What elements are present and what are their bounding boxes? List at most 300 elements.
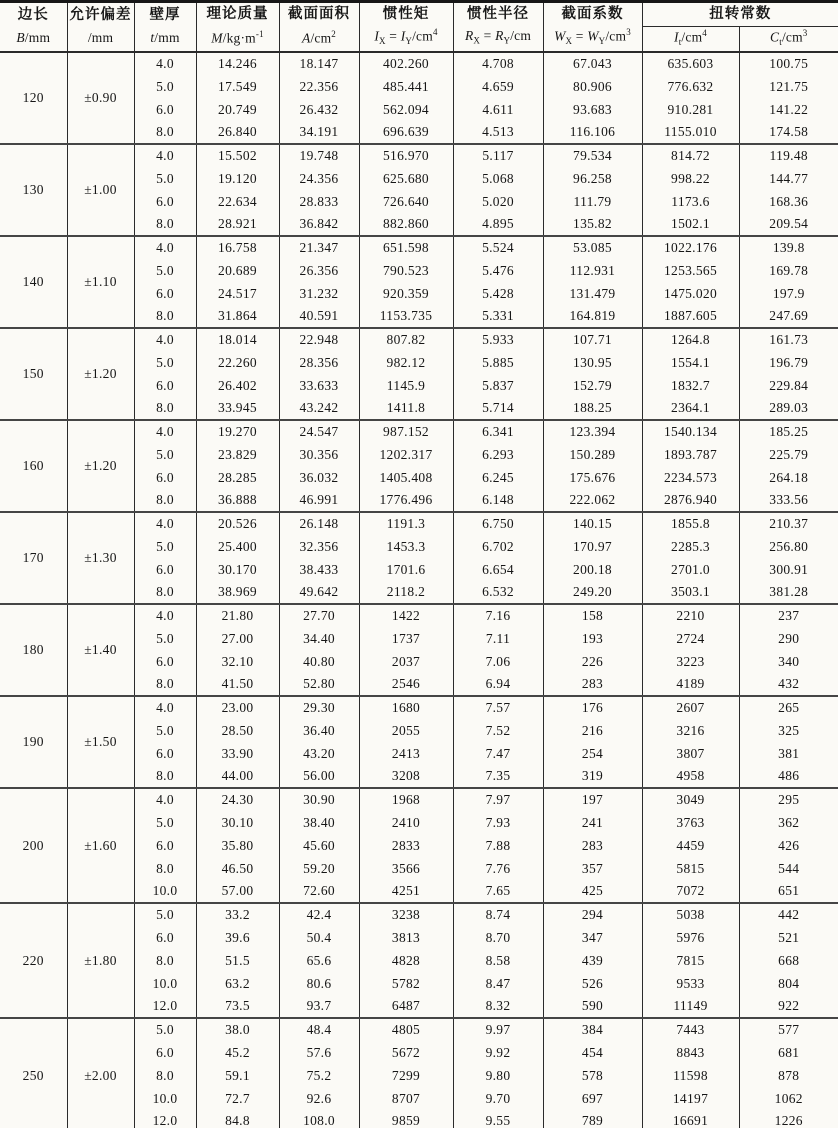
header-moment-of-inertia bbox=[359, 2, 453, 53]
cell-torsion-inertia: 1502.1 bbox=[642, 213, 739, 236]
cell-mass: 33.945 bbox=[196, 397, 279, 420]
cell-moment-of-inertia: 2413 bbox=[359, 742, 453, 765]
cell-thickness: 10.0 bbox=[134, 972, 196, 995]
cell-torsion-constant: 340 bbox=[739, 650, 838, 673]
cell-area: 34.191 bbox=[279, 121, 359, 144]
table-row bbox=[0, 512, 838, 535]
cell-section-modulus: 131.479 bbox=[543, 282, 642, 305]
cell-mass: 24.517 bbox=[196, 282, 279, 305]
cell-torsion-constant: 225.79 bbox=[739, 443, 838, 466]
cell-moment-of-inertia: 402.260 bbox=[359, 52, 453, 75]
cell-mass: 39.6 bbox=[196, 926, 279, 949]
cell-section-modulus: 454 bbox=[543, 1041, 642, 1064]
cell-section-modulus: 254 bbox=[543, 742, 642, 765]
cell-torsion-inertia: 1887.605 bbox=[642, 305, 739, 328]
cell-thickness: 6.0 bbox=[134, 374, 196, 397]
cell-section-modulus: 357 bbox=[543, 857, 642, 880]
cell-side-length: 180 bbox=[0, 604, 67, 696]
cell-section-modulus: 176 bbox=[543, 696, 642, 719]
header-torsion-constants-label: 扭转常数 bbox=[709, 5, 772, 22]
cell-radius-of-gyration: 7.52 bbox=[453, 719, 543, 742]
header-torsion-constant bbox=[739, 27, 838, 53]
cell-torsion-inertia: 910.281 bbox=[642, 98, 739, 121]
cell-area: 18.147 bbox=[279, 52, 359, 75]
cell-mass: 46.50 bbox=[196, 857, 279, 880]
cell-moment-of-inertia: 790.523 bbox=[359, 259, 453, 282]
cell-moment-of-inertia: 4251 bbox=[359, 880, 453, 903]
cell-radius-of-gyration: 7.65 bbox=[453, 880, 543, 903]
header-moment-of-inertia-label: 惯性矩 bbox=[382, 5, 430, 22]
cell-thickness: 8.0 bbox=[134, 397, 196, 420]
cell-section-modulus: 79.534 bbox=[543, 144, 642, 167]
cell-area: 22.948 bbox=[279, 328, 359, 351]
cell-torsion-constant: 1062 bbox=[739, 1087, 838, 1110]
cell-side-length: 250 bbox=[0, 1018, 67, 1128]
cell-moment-of-inertia: 1776.496 bbox=[359, 489, 453, 512]
cell-moment-of-inertia: 7299 bbox=[359, 1064, 453, 1087]
cell-section-modulus: 578 bbox=[543, 1064, 642, 1087]
cell-tolerance: ±1.20 bbox=[67, 420, 134, 512]
cell-tolerance: ±1.80 bbox=[67, 903, 134, 1018]
cell-radius-of-gyration: 6.702 bbox=[453, 535, 543, 558]
cell-moment-of-inertia: 5782 bbox=[359, 972, 453, 995]
cell-section-modulus: 93.683 bbox=[543, 98, 642, 121]
cell-section-modulus: 164.819 bbox=[543, 305, 642, 328]
cell-section-modulus: 249.20 bbox=[543, 581, 642, 604]
table-row bbox=[0, 788, 838, 811]
cell-section-modulus: 107.71 bbox=[543, 328, 642, 351]
cell-torsion-constant: 247.69 bbox=[739, 305, 838, 328]
cell-radius-of-gyration: 9.55 bbox=[453, 1110, 543, 1128]
cell-thickness: 4.0 bbox=[134, 604, 196, 627]
table-body bbox=[0, 52, 838, 1128]
cell-mass: 57.00 bbox=[196, 880, 279, 903]
cell-mass: 26.840 bbox=[196, 121, 279, 144]
cell-thickness: 5.0 bbox=[134, 167, 196, 190]
cell-thickness: 5.0 bbox=[134, 259, 196, 282]
cell-moment-of-inertia: 1422 bbox=[359, 604, 453, 627]
cell-side-length: 220 bbox=[0, 903, 67, 1018]
cell-thickness: 8.0 bbox=[134, 121, 196, 144]
cell-area: 52.80 bbox=[279, 673, 359, 696]
cell-radius-of-gyration: 5.068 bbox=[453, 167, 543, 190]
cell-mass: 18.014 bbox=[196, 328, 279, 351]
cell-mass: 73.5 bbox=[196, 995, 279, 1018]
cell-mass: 30.170 bbox=[196, 558, 279, 581]
cell-mass: 25.400 bbox=[196, 535, 279, 558]
cell-torsion-inertia: 1475.020 bbox=[642, 282, 739, 305]
cell-side-length: 160 bbox=[0, 420, 67, 512]
cell-torsion-inertia: 9533 bbox=[642, 972, 739, 995]
cell-torsion-inertia: 1155.010 bbox=[642, 121, 739, 144]
header-torsion-inertia-unit: $I_t/cm^4$ bbox=[674, 28, 707, 48]
cell-side-length: 200 bbox=[0, 788, 67, 903]
cell-thickness: 10.0 bbox=[134, 880, 196, 903]
cell-torsion-constant: 210.37 bbox=[739, 512, 838, 535]
header-theoretical-mass-label: 理论质量 bbox=[206, 6, 269, 23]
table-row bbox=[0, 144, 838, 167]
cell-moment-of-inertia: 807.82 bbox=[359, 328, 453, 351]
cell-moment-of-inertia: 3566 bbox=[359, 857, 453, 880]
cell-mass: 21.80 bbox=[196, 604, 279, 627]
cell-torsion-inertia: 2876.940 bbox=[642, 489, 739, 512]
cell-moment-of-inertia: 2546 bbox=[359, 673, 453, 696]
cell-torsion-constant: 333.56 bbox=[739, 489, 838, 512]
cell-radius-of-gyration: 6.341 bbox=[453, 420, 543, 443]
cell-area: 27.70 bbox=[279, 604, 359, 627]
cell-area: 38.433 bbox=[279, 558, 359, 581]
cell-mass: 28.921 bbox=[196, 213, 279, 236]
cell-side-length: 140 bbox=[0, 236, 67, 328]
cell-torsion-inertia: 1554.1 bbox=[642, 351, 739, 374]
cell-torsion-constant: 668 bbox=[739, 949, 838, 972]
cell-section-modulus: 216 bbox=[543, 719, 642, 742]
cell-mass: 19.270 bbox=[196, 420, 279, 443]
cell-moment-of-inertia: 8707 bbox=[359, 1087, 453, 1110]
cell-area: 72.60 bbox=[279, 880, 359, 903]
cell-section-modulus: 158 bbox=[543, 604, 642, 627]
cell-torsion-inertia: 1540.134 bbox=[642, 420, 739, 443]
header-row-1 bbox=[0, 2, 838, 27]
cell-moment-of-inertia: 5672 bbox=[359, 1041, 453, 1064]
cell-torsion-inertia: 998.22 bbox=[642, 167, 739, 190]
cell-tolerance: ±1.60 bbox=[67, 788, 134, 903]
cell-thickness: 10.0 bbox=[134, 1087, 196, 1110]
table-row bbox=[0, 903, 838, 926]
cell-section-modulus: 116.106 bbox=[543, 121, 642, 144]
cell-area: 22.356 bbox=[279, 75, 359, 98]
cell-mass: 32.10 bbox=[196, 650, 279, 673]
cell-torsion-constant: 119.48 bbox=[739, 144, 838, 167]
cell-moment-of-inertia: 2410 bbox=[359, 811, 453, 834]
cell-torsion-inertia: 4958 bbox=[642, 765, 739, 788]
cell-thickness: 5.0 bbox=[134, 535, 196, 558]
cell-radius-of-gyration: 6.750 bbox=[453, 512, 543, 535]
cell-area: 65.6 bbox=[279, 949, 359, 972]
cell-side-length: 190 bbox=[0, 696, 67, 788]
cell-radius-of-gyration: 8.47 bbox=[453, 972, 543, 995]
cell-mass: 17.549 bbox=[196, 75, 279, 98]
cell-mass: 31.864 bbox=[196, 305, 279, 328]
cell-mass: 19.120 bbox=[196, 167, 279, 190]
cell-torsion-constant: 100.75 bbox=[739, 52, 838, 75]
cell-thickness: 8.0 bbox=[134, 673, 196, 696]
cell-area: 75.2 bbox=[279, 1064, 359, 1087]
cell-thickness: 6.0 bbox=[134, 926, 196, 949]
cell-area: 45.60 bbox=[279, 834, 359, 857]
cell-torsion-inertia: 7815 bbox=[642, 949, 739, 972]
cell-radius-of-gyration: 9.92 bbox=[453, 1041, 543, 1064]
cell-thickness: 8.0 bbox=[134, 1064, 196, 1087]
cell-moment-of-inertia: 1411.8 bbox=[359, 397, 453, 420]
cell-mass: 20.526 bbox=[196, 512, 279, 535]
cell-torsion-inertia: 11149 bbox=[642, 995, 739, 1018]
cell-thickness: 4.0 bbox=[134, 420, 196, 443]
cell-tolerance: ±1.30 bbox=[67, 512, 134, 604]
cell-tolerance: ±0.90 bbox=[67, 52, 134, 144]
header-section-area-label: 截面面积 bbox=[288, 6, 350, 23]
cell-thickness: 6.0 bbox=[134, 558, 196, 581]
cell-section-modulus: 226 bbox=[543, 650, 642, 673]
cell-torsion-constant: 922 bbox=[739, 995, 838, 1018]
cell-thickness: 8.0 bbox=[134, 213, 196, 236]
cell-moment-of-inertia: 1968 bbox=[359, 788, 453, 811]
cell-torsion-inertia: 3049 bbox=[642, 788, 739, 811]
cell-radius-of-gyration: 9.80 bbox=[453, 1064, 543, 1087]
cell-radius-of-gyration: 5.428 bbox=[453, 282, 543, 305]
cell-radius-of-gyration: 7.16 bbox=[453, 604, 543, 627]
cell-area: 36.842 bbox=[279, 213, 359, 236]
cell-torsion-inertia: 8843 bbox=[642, 1041, 739, 1064]
cell-radius-of-gyration: 5.524 bbox=[453, 236, 543, 259]
cell-torsion-inertia: 1893.787 bbox=[642, 443, 739, 466]
cell-torsion-constant: 577 bbox=[739, 1018, 838, 1041]
cell-tolerance: ±1.40 bbox=[67, 604, 134, 696]
cell-moment-of-inertia: 982.12 bbox=[359, 351, 453, 374]
cell-mass: 38.0 bbox=[196, 1018, 279, 1041]
cell-mass: 35.80 bbox=[196, 834, 279, 857]
cell-torsion-constant: 804 bbox=[739, 972, 838, 995]
header-torsion-inertia bbox=[642, 27, 739, 53]
cell-mass: 28.285 bbox=[196, 466, 279, 489]
cell-torsion-inertia: 2364.1 bbox=[642, 397, 739, 420]
cell-thickness: 5.0 bbox=[134, 903, 196, 926]
cell-radius-of-gyration: 4.708 bbox=[453, 52, 543, 75]
cell-radius-of-gyration: 9.70 bbox=[453, 1087, 543, 1110]
cell-thickness: 6.0 bbox=[134, 282, 196, 305]
cell-area: 40.591 bbox=[279, 305, 359, 328]
cell-moment-of-inertia: 562.094 bbox=[359, 98, 453, 121]
cell-thickness: 4.0 bbox=[134, 788, 196, 811]
cell-thickness: 8.0 bbox=[134, 857, 196, 880]
cell-torsion-inertia: 3763 bbox=[642, 811, 739, 834]
cell-moment-of-inertia: 2055 bbox=[359, 719, 453, 742]
cell-thickness: 12.0 bbox=[134, 1110, 196, 1128]
cell-moment-of-inertia: 920.359 bbox=[359, 282, 453, 305]
cell-thickness: 5.0 bbox=[134, 75, 196, 98]
cell-moment-of-inertia: 726.640 bbox=[359, 190, 453, 213]
header-side-length bbox=[0, 2, 67, 53]
cell-torsion-constant: 521 bbox=[739, 926, 838, 949]
header-section-modulus-unit: $W_X = W_Y/cm^3$ bbox=[554, 27, 631, 47]
cell-torsion-inertia: 2210 bbox=[642, 604, 739, 627]
cell-torsion-constant: 174.58 bbox=[739, 121, 838, 144]
cell-mass: 20.749 bbox=[196, 98, 279, 121]
cell-moment-of-inertia: 1405.408 bbox=[359, 466, 453, 489]
cell-area: 57.6 bbox=[279, 1041, 359, 1064]
cell-torsion-constant: 381.28 bbox=[739, 581, 838, 604]
cell-radius-of-gyration: 5.933 bbox=[453, 328, 543, 351]
cell-section-modulus: 347 bbox=[543, 926, 642, 949]
cell-torsion-constant: 681 bbox=[739, 1041, 838, 1064]
header-radius-of-gyration bbox=[453, 2, 543, 53]
cell-moment-of-inertia: 1153.735 bbox=[359, 305, 453, 328]
cell-area: 21.347 bbox=[279, 236, 359, 259]
cell-area: 33.633 bbox=[279, 374, 359, 397]
cell-mass: 23.829 bbox=[196, 443, 279, 466]
cell-radius-of-gyration: 7.57 bbox=[453, 696, 543, 719]
cell-torsion-constant: 169.78 bbox=[739, 259, 838, 282]
cell-torsion-constant: 289.03 bbox=[739, 397, 838, 420]
cell-torsion-constant: 432 bbox=[739, 673, 838, 696]
cell-thickness: 4.0 bbox=[134, 52, 196, 75]
cell-torsion-inertia: 776.632 bbox=[642, 75, 739, 98]
cell-torsion-constant: 256.80 bbox=[739, 535, 838, 558]
cell-torsion-inertia: 1264.8 bbox=[642, 328, 739, 351]
cell-thickness: 5.0 bbox=[134, 719, 196, 742]
cell-mass: 59.1 bbox=[196, 1064, 279, 1087]
header-torsion-constants-group bbox=[642, 2, 838, 27]
cell-torsion-inertia: 2607 bbox=[642, 696, 739, 719]
cell-moment-of-inertia: 1701.6 bbox=[359, 558, 453, 581]
cell-radius-of-gyration: 5.837 bbox=[453, 374, 543, 397]
cell-thickness: 6.0 bbox=[134, 466, 196, 489]
cell-torsion-inertia: 3223 bbox=[642, 650, 739, 673]
cell-radius-of-gyration: 4.611 bbox=[453, 98, 543, 121]
cell-mass: 22.260 bbox=[196, 351, 279, 374]
cell-torsion-constant: 1226 bbox=[739, 1110, 838, 1128]
cell-thickness: 5.0 bbox=[134, 811, 196, 834]
cell-section-modulus: 439 bbox=[543, 949, 642, 972]
cell-torsion-inertia: 3807 bbox=[642, 742, 739, 765]
cell-radius-of-gyration: 8.70 bbox=[453, 926, 543, 949]
cell-area: 56.00 bbox=[279, 765, 359, 788]
cell-area: 26.432 bbox=[279, 98, 359, 121]
header-radius-of-gyration-label: 惯性半径 bbox=[467, 6, 529, 23]
cell-radius-of-gyration: 4.895 bbox=[453, 213, 543, 236]
cell-radius-of-gyration: 6.532 bbox=[453, 581, 543, 604]
cell-area: 93.7 bbox=[279, 995, 359, 1018]
cell-torsion-constant: 237 bbox=[739, 604, 838, 627]
cell-section-modulus: 170.97 bbox=[543, 535, 642, 558]
cell-mass: 41.50 bbox=[196, 673, 279, 696]
cell-moment-of-inertia: 6487 bbox=[359, 995, 453, 1018]
cell-mass: 51.5 bbox=[196, 949, 279, 972]
table-row bbox=[0, 696, 838, 719]
cell-section-modulus: 123.394 bbox=[543, 420, 642, 443]
cell-torsion-inertia: 2701.0 bbox=[642, 558, 739, 581]
cell-mass: 16.758 bbox=[196, 236, 279, 259]
cell-radius-of-gyration: 7.88 bbox=[453, 834, 543, 857]
header-tolerance bbox=[67, 2, 134, 53]
cell-moment-of-inertia: 3238 bbox=[359, 903, 453, 926]
header-tolerance-unit: /mm bbox=[87, 30, 114, 46]
cell-mass: 28.50 bbox=[196, 719, 279, 742]
cell-thickness: 4.0 bbox=[134, 144, 196, 167]
cell-mass: 44.00 bbox=[196, 765, 279, 788]
cell-thickness: 8.0 bbox=[134, 765, 196, 788]
cell-moment-of-inertia: 1202.317 bbox=[359, 443, 453, 466]
cell-area: 29.30 bbox=[279, 696, 359, 719]
cell-torsion-constant: 486 bbox=[739, 765, 838, 788]
cell-torsion-inertia: 16691 bbox=[642, 1110, 739, 1128]
cell-area: 24.356 bbox=[279, 167, 359, 190]
cell-moment-of-inertia: 2037 bbox=[359, 650, 453, 673]
cell-torsion-constant: 185.25 bbox=[739, 420, 838, 443]
cell-radius-of-gyration: 5.331 bbox=[453, 305, 543, 328]
cell-mass: 22.634 bbox=[196, 190, 279, 213]
table-row bbox=[0, 236, 838, 259]
cell-section-modulus: 111.79 bbox=[543, 190, 642, 213]
cell-torsion-constant: 229.84 bbox=[739, 374, 838, 397]
cell-radius-of-gyration: 5.885 bbox=[453, 351, 543, 374]
cell-section-modulus: 283 bbox=[543, 673, 642, 696]
cell-torsion-constant: 295 bbox=[739, 788, 838, 811]
cell-area: 40.80 bbox=[279, 650, 359, 673]
cell-torsion-inertia: 5815 bbox=[642, 857, 739, 880]
cell-radius-of-gyration: 4.513 bbox=[453, 121, 543, 144]
cell-area: 43.20 bbox=[279, 742, 359, 765]
cell-thickness: 5.0 bbox=[134, 351, 196, 374]
cell-section-modulus: 96.258 bbox=[543, 167, 642, 190]
cell-mass: 63.2 bbox=[196, 972, 279, 995]
cell-section-modulus: 80.906 bbox=[543, 75, 642, 98]
cell-area: 28.356 bbox=[279, 351, 359, 374]
cell-torsion-constant: 325 bbox=[739, 719, 838, 742]
cell-area: 24.547 bbox=[279, 420, 359, 443]
header-wall-thickness bbox=[134, 2, 196, 53]
header-torsion-constant-unit: $C_t/cm^3$ bbox=[770, 28, 808, 48]
cell-torsion-inertia: 1832.7 bbox=[642, 374, 739, 397]
cell-thickness: 6.0 bbox=[134, 834, 196, 857]
cell-torsion-constant: 121.75 bbox=[739, 75, 838, 98]
cell-moment-of-inertia: 1737 bbox=[359, 627, 453, 650]
cell-moment-of-inertia: 1453.3 bbox=[359, 535, 453, 558]
cell-area: 26.148 bbox=[279, 512, 359, 535]
cell-moment-of-inertia: 3813 bbox=[359, 926, 453, 949]
cell-torsion-inertia: 5976 bbox=[642, 926, 739, 949]
cell-side-length: 130 bbox=[0, 144, 67, 236]
cell-area: 43.242 bbox=[279, 397, 359, 420]
cell-thickness: 6.0 bbox=[134, 190, 196, 213]
cell-section-modulus: 150.289 bbox=[543, 443, 642, 466]
cell-section-modulus: 188.25 bbox=[543, 397, 642, 420]
cell-moment-of-inertia: 1680 bbox=[359, 696, 453, 719]
cell-side-length: 150 bbox=[0, 328, 67, 420]
cell-section-modulus: 135.82 bbox=[543, 213, 642, 236]
cell-tolerance: ±2.00 bbox=[67, 1018, 134, 1128]
header-section-area-unit: $A/cm^2$ bbox=[302, 29, 336, 46]
cell-radius-of-gyration: 8.58 bbox=[453, 949, 543, 972]
cell-thickness: 6.0 bbox=[134, 742, 196, 765]
cell-torsion-inertia: 1855.8 bbox=[642, 512, 739, 535]
cell-radius-of-gyration: 8.74 bbox=[453, 903, 543, 926]
cell-radius-of-gyration: 7.97 bbox=[453, 788, 543, 811]
cell-section-modulus: 319 bbox=[543, 765, 642, 788]
cell-mass: 26.402 bbox=[196, 374, 279, 397]
cell-section-modulus: 193 bbox=[543, 627, 642, 650]
cell-mass: 72.7 bbox=[196, 1087, 279, 1110]
table-row bbox=[0, 52, 838, 75]
cell-section-modulus: 197 bbox=[543, 788, 642, 811]
cell-area: 36.032 bbox=[279, 466, 359, 489]
cell-section-modulus: 53.085 bbox=[543, 236, 642, 259]
cell-thickness: 4.0 bbox=[134, 696, 196, 719]
cell-mass: 33.90 bbox=[196, 742, 279, 765]
cell-radius-of-gyration: 5.476 bbox=[453, 259, 543, 282]
cell-area: 80.6 bbox=[279, 972, 359, 995]
cell-mass: 23.00 bbox=[196, 696, 279, 719]
cell-section-modulus: 112.931 bbox=[543, 259, 642, 282]
cell-thickness: 5.0 bbox=[134, 1018, 196, 1041]
cell-torsion-constant: 168.36 bbox=[739, 190, 838, 213]
cell-mass: 24.30 bbox=[196, 788, 279, 811]
header-tolerance-label: 允许偏差 bbox=[69, 6, 132, 23]
cell-torsion-inertia: 4189 bbox=[642, 673, 739, 696]
cell-torsion-constant: 381 bbox=[739, 742, 838, 765]
header-section-area bbox=[279, 2, 359, 53]
cell-thickness: 8.0 bbox=[134, 305, 196, 328]
